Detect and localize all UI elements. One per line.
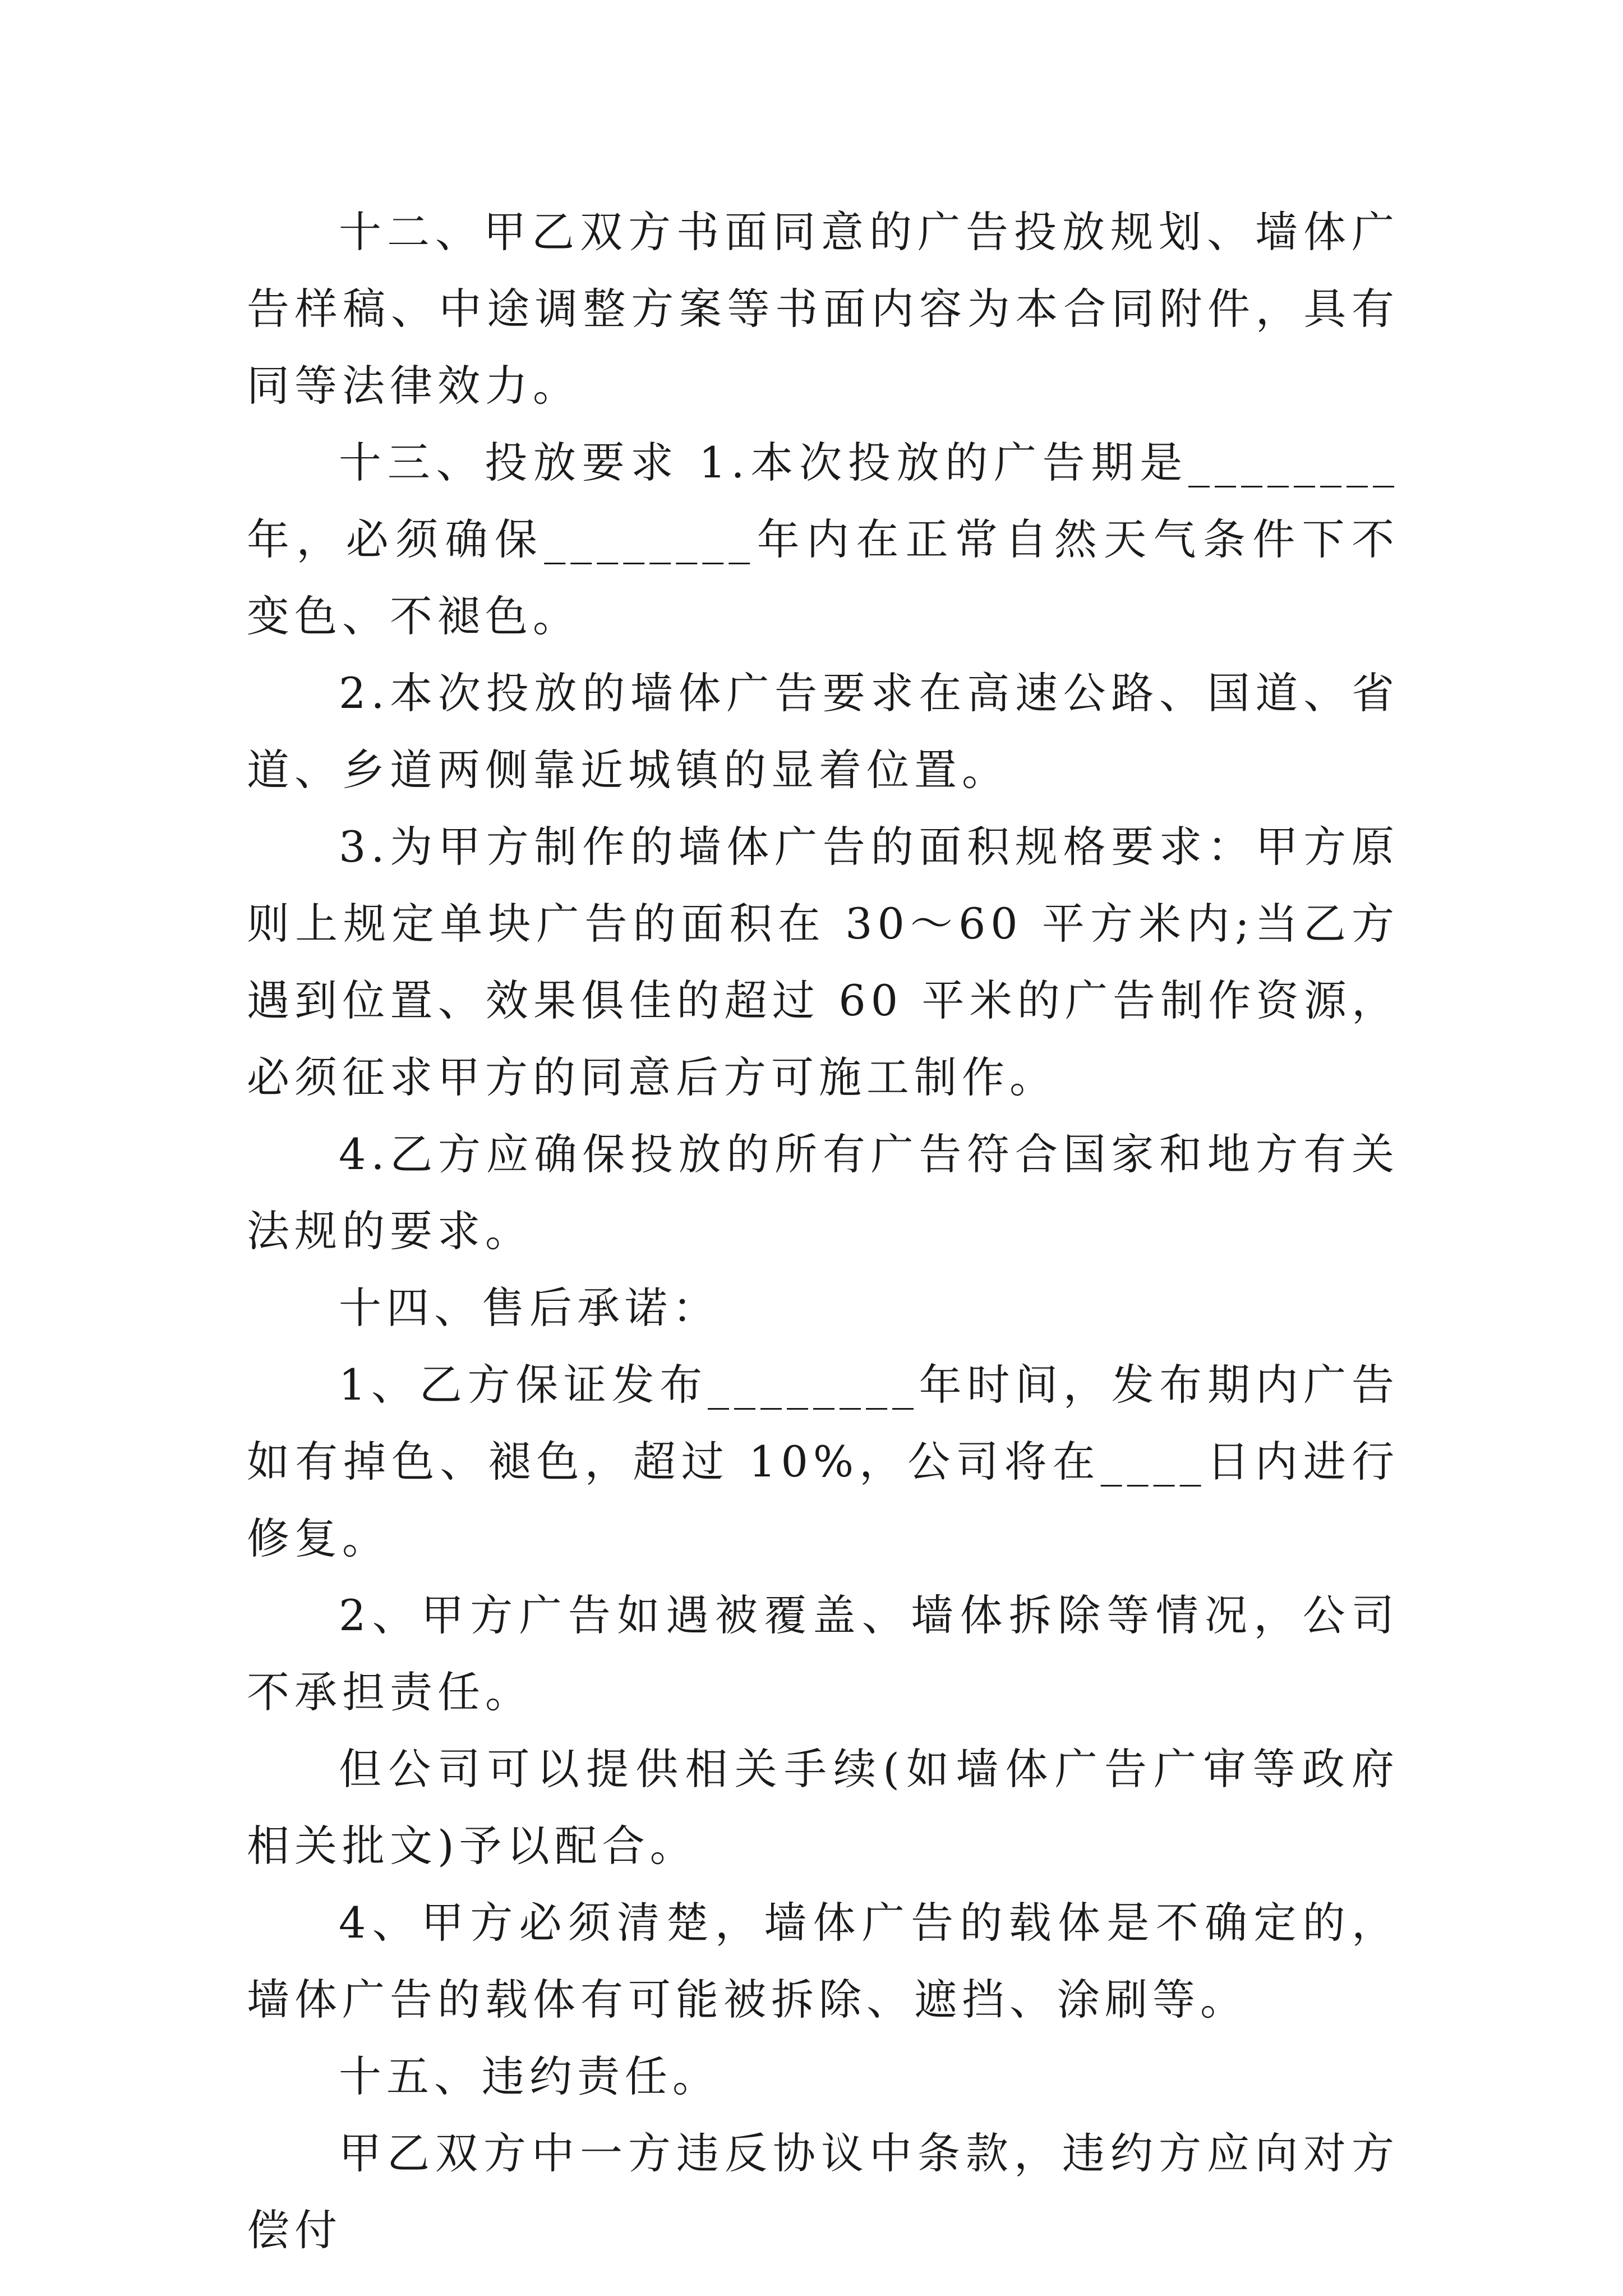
paragraph-clause-13-item-4: 4.乙方应确保投放的所有广告符合国家和地方有关法规的要求。 — [247, 1129, 1399, 1256]
paragraph-clause-14-note: 但公司可以提供相关手续(如墙体广告广审等政府相关批文)予以配合。 — [247, 1744, 1399, 1871]
paragraph-clause-13-item-2: 2.本次投放的墙体广告要求在高速公路、国道、省道、乡道两侧靠近城镇的显着位置。 — [247, 668, 1399, 795]
paragraph-clause-14-item-2: 2、甲方广告如遇被覆盖、墙体拆除等情况，公司不承担责任。 — [247, 1590, 1399, 1717]
paragraph-clause-14-item-1: 1、乙方保证发布________年时间，发布期内广告如有掉色、褪色，超过 10%，公司将在____日内进行修复。 — [247, 1360, 1399, 1563]
document-body — [247, 194, 1399, 2269]
paragraph-clause-13: 十三、投放要求 1.本次投放的广告期是________年，必须确保________年内在正常自然天气条件下不变色、不褪色。 — [247, 438, 1399, 641]
paragraph-clause-12: 十二、甲乙双方书面同意的广告投放规划、墙体广告样稿、中途调整方案等书面内容为本合同附件，具有同等法律效力。 — [247, 207, 1399, 411]
paragraph-clause-15-heading: 十五、违约责任。 — [339, 2051, 720, 2101]
paragraph-clause-14-heading: 十四、售后承诺： — [339, 1283, 720, 1333]
paragraph-clause-15-body: 甲乙双方中一方违反协议中条款，违约方应向对方偿付 — [247, 2128, 1399, 2255]
paragraph-clause-14-item-4: 4、甲方必须清楚，墙体广告的载体是不确定的，墙体广告的载体有可能被拆除、遮挡、涂刷等。 — [247, 1898, 1399, 2024]
paragraph-clause-13-item-3: 3.为甲方制作的墙体广告的面积规格要求：甲方原则上规定单块广告的面积在 30～60 平方米内;当乙方遇到位置、效果俱佳的超过 60 平米的广告制作资源，必须征求甲方的同意后方可施工制作。 — [247, 822, 1399, 1102]
